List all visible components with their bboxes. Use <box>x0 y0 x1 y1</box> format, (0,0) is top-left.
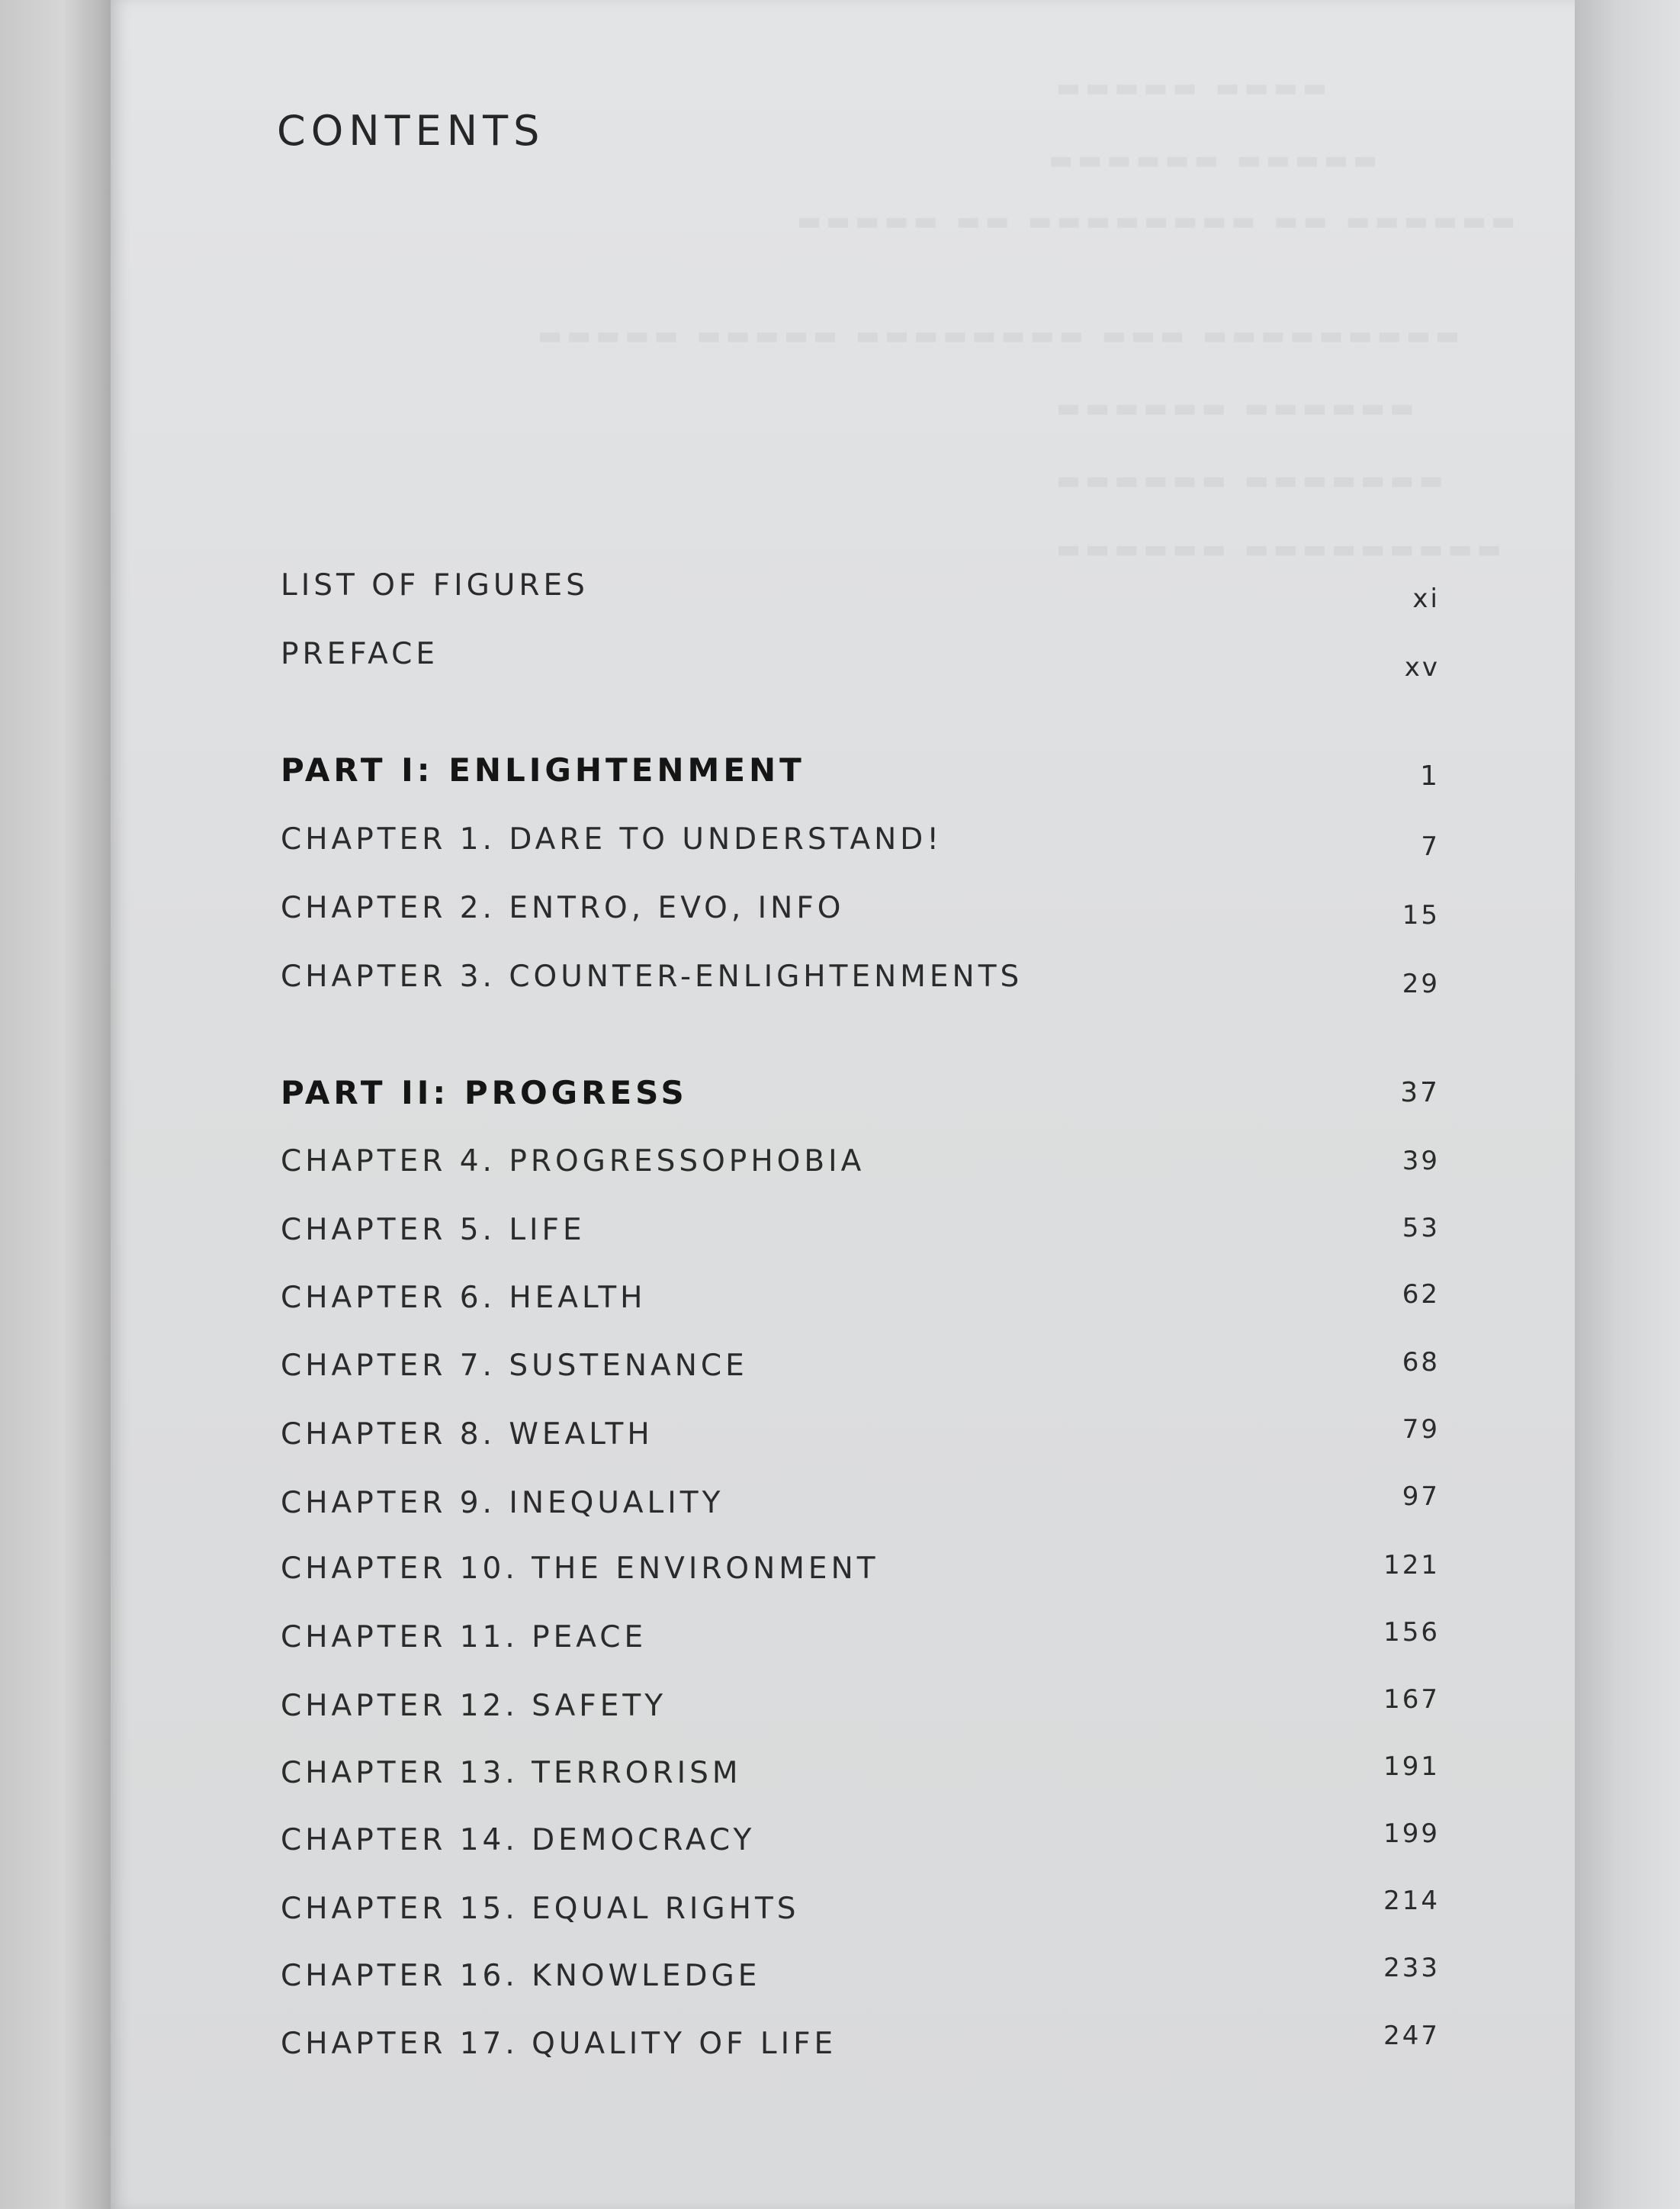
toc-entry-page: 97 <box>1402 1481 1440 1512</box>
toc-entry-title: PREFACE <box>281 637 438 671</box>
bleed-through-mark: ▬▬▬▬▬▬ ▬▬▬▬▬▬▬▬▬ <box>1056 534 1506 564</box>
toc-entry-page: 7 <box>1421 831 1440 862</box>
toc-chapter-12[interactable] <box>281 1684 1440 1735</box>
toc-entry-title: CHAPTER 15. EQUAL RIGHTS <box>281 1892 800 1926</box>
toc-entry-page: 167 <box>1383 1684 1440 1715</box>
toc-entry-title: CHAPTER 3. COUNTER-ENLIGHTENMENTS <box>281 960 1023 994</box>
toc-chapter-16[interactable] <box>281 1953 1440 2005</box>
toc-chapter-2[interactable] <box>281 891 1440 937</box>
toc-entry-title: CHAPTER 13. TERRORISM <box>281 1756 742 1790</box>
toc-entry-page: 121 <box>1383 1550 1440 1580</box>
toc-entry-title: CHAPTER 9. INEQUALITY <box>281 1486 724 1520</box>
toc-entry-title: CHAPTER 11. PEACE <box>281 1620 647 1654</box>
toc-entry-page: 156 <box>1383 1617 1440 1648</box>
toc-entry-page: xv <box>1404 652 1440 683</box>
bleed-through-mark: ▬▬▬▬▬▬ ▬▬▬▬▬ <box>1049 145 1383 175</box>
toc-entry-title: LIST OF FIGURES <box>281 568 589 603</box>
toc-entry-page: 79 <box>1402 1414 1440 1445</box>
toc-entry-preface[interactable] <box>281 637 1440 683</box>
toc-entry-page: 37 <box>1400 1077 1440 1108</box>
bleed-through-mark: ▬▬▬▬▬▬ ▬▬▬▬▬▬ <box>1056 393 1419 423</box>
toc-chapter-14[interactable] <box>281 1818 1440 1869</box>
toc-entry-title: CHAPTER 12. SAFETY <box>281 1689 667 1723</box>
toc-chapter-17[interactable] <box>281 2021 1440 2072</box>
toc-entry-title: CHAPTER 2. ENTRO, EVO, INFO <box>281 891 845 925</box>
toc-part-2[interactable] <box>281 1074 1440 1120</box>
toc-chapter-4[interactable] <box>281 1144 1440 1190</box>
toc-chapter-3[interactable] <box>281 960 1440 1005</box>
toc-entry-title: CHAPTER 6. HEALTH <box>281 1281 647 1315</box>
toc-entry-page: 68 <box>1402 1347 1440 1378</box>
toc-entry-title: CHAPTER 1. DARE TO UNDERSTAND! <box>281 822 943 857</box>
toc-entry-title: CHAPTER 7. SUSTENANCE <box>281 1349 748 1383</box>
toc-chapter-9[interactable] <box>281 1481 1440 1532</box>
toc-chapter-11[interactable] <box>281 1617 1440 1666</box>
toc-chapter-13[interactable] <box>281 1751 1440 1802</box>
toc-entry-page: 53 <box>1402 1213 1440 1243</box>
toc-entry-page: 15 <box>1402 900 1440 931</box>
toc-chapter-6[interactable] <box>281 1281 1440 1326</box>
toc-chapter-8[interactable] <box>281 1414 1440 1463</box>
toc-entry-page: 39 <box>1402 1146 1440 1176</box>
toc-entry-title: CHAPTER 10. THE ENVIRONMENT <box>281 1551 879 1586</box>
toc-chapter-10[interactable] <box>281 1551 1440 1597</box>
toc-entry-title: CHAPTER 17. QUALITY OF LIFE <box>281 2027 837 2061</box>
bleed-through-mark: ▬▬▬▬▬ ▬▬▬▬ <box>1056 72 1331 103</box>
toc-entry-title: CHAPTER 8. WEALTH <box>281 1417 654 1452</box>
toc-entry-page: 214 <box>1383 1886 1440 1916</box>
toc-entry-page: 233 <box>1383 1953 1440 1983</box>
toc-entry-title: CHAPTER 5. LIFE <box>281 1213 586 1247</box>
toc-entry-title: CHAPTER 4. PROGRESSOPHOBIA <box>281 1144 866 1178</box>
toc-chapter-1[interactable] <box>281 822 1440 868</box>
toc-part-title: PART II: PROGRESS <box>281 1074 688 1111</box>
toc-chapter-5[interactable] <box>281 1213 1440 1259</box>
toc-entry-page: 1 <box>1420 760 1440 792</box>
toc-entry-page: 199 <box>1383 1818 1440 1849</box>
bleed-through-mark: ▬▬▬▬▬ ▬▬ ▬▬▬▬▬▬▬▬ ▬▬ ▬▬▬▬▬▬ <box>797 206 1521 236</box>
toc-entry-page: 29 <box>1402 969 1440 999</box>
bleed-through-mark: ▬▬▬▬▬ ▬▬▬▬▬ ▬▬▬▬▬▬▬▬ ▬▬▬ ▬▬▬▬▬▬▬▬▬ <box>538 320 1465 351</box>
toc-entry-list-of-figures[interactable] <box>281 568 1440 614</box>
toc-entry-page: 191 <box>1383 1751 1440 1782</box>
bleed-through-mark: ▬▬▬▬▬▬ ▬▬▬▬▬▬▬ <box>1056 465 1448 496</box>
toc-entry-page: 62 <box>1402 1279 1440 1310</box>
toc-chapter-7[interactable] <box>281 1349 1440 1394</box>
toc-entry-title: CHAPTER 14. DEMOCRACY <box>281 1823 756 1857</box>
toc-entry-page: 247 <box>1383 2021 1440 2051</box>
toc-part-1[interactable] <box>281 751 1440 797</box>
toc-part-title: PART I: ENLIGHTENMENT <box>281 751 805 789</box>
toc-entry-title: CHAPTER 16. KNOWLEDGE <box>281 1959 761 1993</box>
toc-chapter-15[interactable] <box>281 1886 1440 1937</box>
contents-heading: CONTENTS <box>277 107 545 155</box>
toc-entry-page: xi <box>1412 584 1440 614</box>
